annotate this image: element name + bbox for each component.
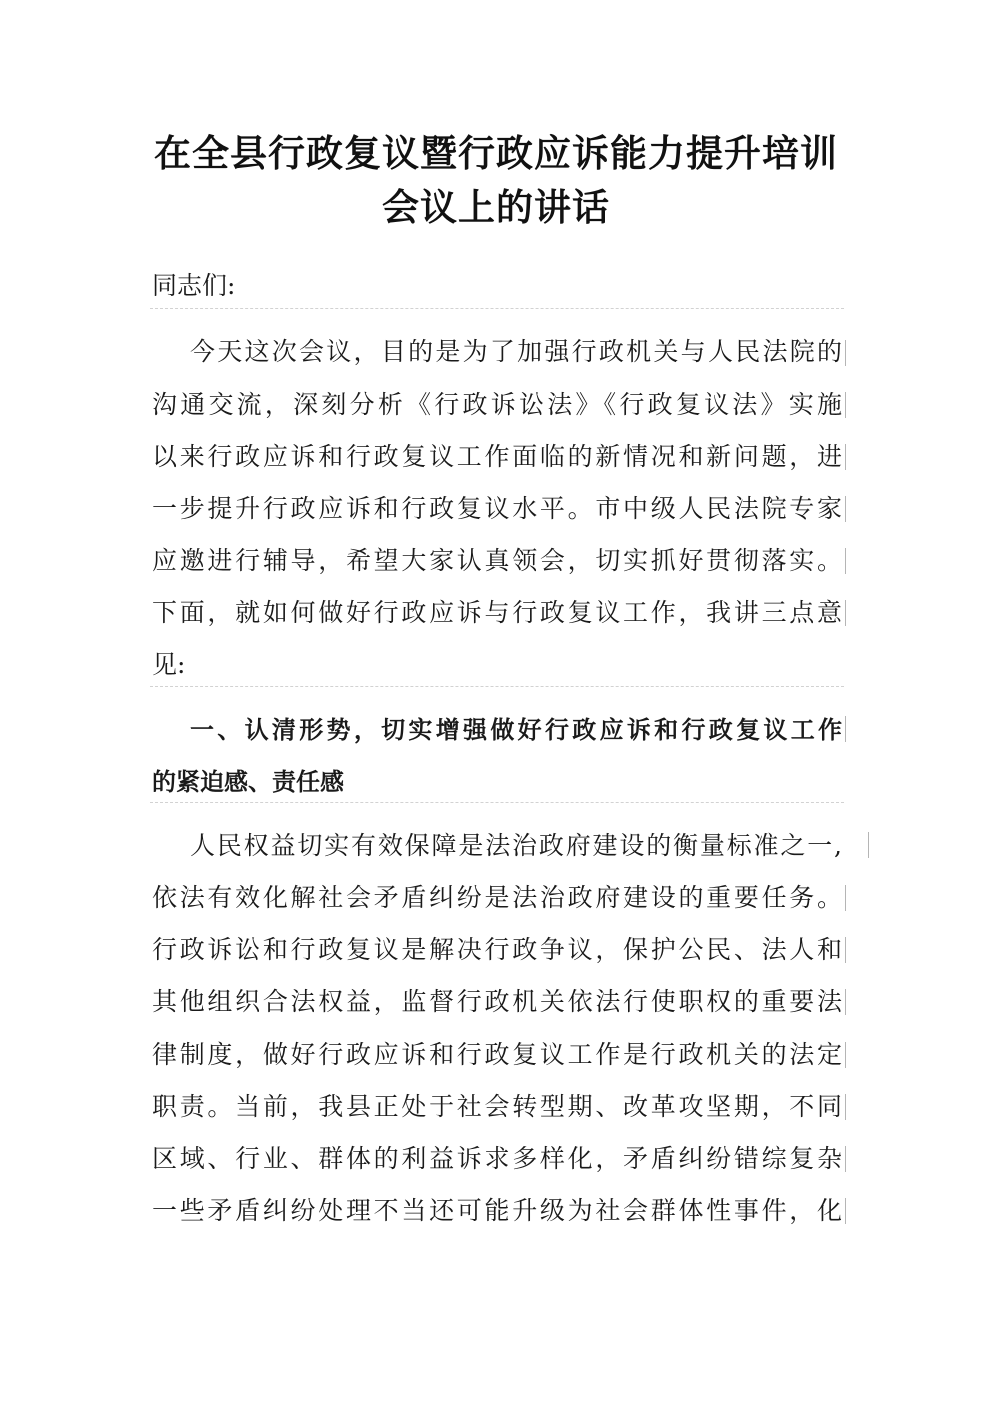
paragraph-2-line-5: 律制度，做好行政应诉和行政复议工作是行政机关的法定 [152, 1040, 842, 1069]
paragraph-1-line-1: 今天这次会议，目的是为了加强行政机关与人民法院的 [190, 337, 842, 366]
text-boundary-mark [845, 716, 846, 742]
text-boundary-mark [845, 392, 846, 418]
paragraph-2-line-7: 区域、行业、群体的利益诉求多样化，矛盾纠纷错综复杂 [152, 1144, 842, 1173]
paragraph-1-line-2: 沟通交流，深刻分析《行政诉讼法》《行政复议法》实施 [152, 390, 842, 419]
section-heading-1-line-1: 一、认清形势，切实增强做好行政应诉和行政复议工作 [190, 716, 842, 744]
text-boundary-mark [845, 496, 846, 522]
paragraph-1-line-5: 应邀进行辅导，希望大家认真领会，切实抓好贯彻落实。 [152, 546, 842, 575]
document-title-line-2: 会议上的讲话 [382, 186, 610, 229]
paragraph-2-line-1: 人民权益切实有效保障是法治政府建设的衡量标准之一, [190, 831, 842, 860]
text-boundary-mark [845, 548, 846, 574]
paragraph-1-line-3: 以来行政应诉和行政复议工作面临的新情况和新问题，进 [152, 442, 842, 471]
paragraph-divider [150, 308, 844, 309]
text-boundary-mark [845, 1146, 846, 1172]
paragraph-1-line-7: 见: [152, 650, 186, 679]
text-boundary-mark [845, 340, 846, 366]
text-boundary-mark [845, 600, 846, 626]
paragraph-1-line-6: 下面，就如何做好行政应诉与行政复议工作，我讲三点意 [152, 598, 842, 627]
text-boundary-mark [868, 832, 869, 858]
text-boundary-mark [845, 1198, 846, 1224]
paragraph-divider [150, 802, 844, 803]
paragraph-2-line-4: 其他组织合法权益，监督行政机关依法行使职权的重要法 [152, 987, 842, 1016]
text-boundary-mark [845, 937, 846, 963]
section-heading-1-line-2: 的紧迫感、责任感 [152, 768, 344, 796]
document-title-line-1: 在全县行政复议暨行政应诉能力提升培训 [154, 132, 838, 175]
text-boundary-mark [845, 1042, 846, 1068]
paragraph-2-line-8: 一些矛盾纠纷处理不当还可能升级为社会群体性事件，化 [152, 1196, 842, 1225]
paragraph-2-line-2: 依法有效化解社会矛盾纠纷是法治政府建设的重要任务。 [152, 883, 842, 912]
paragraph-1-line-4: 一步提升行政应诉和行政复议水平。市中级人民法院专家 [152, 494, 842, 523]
text-boundary-mark [845, 444, 846, 470]
salutation: 同志们: [152, 271, 236, 300]
text-boundary-mark [845, 1094, 846, 1120]
text-boundary-mark [845, 989, 846, 1015]
paragraph-2-line-3: 行政诉讼和行政复议是解决行政争议，保护公民、法人和 [152, 935, 842, 964]
text-boundary-mark [845, 885, 846, 911]
paragraph-2-line-6: 职责。当前，我县正处于社会转型期、改革攻坚期，不同 [152, 1092, 842, 1121]
paragraph-divider [150, 686, 844, 687]
